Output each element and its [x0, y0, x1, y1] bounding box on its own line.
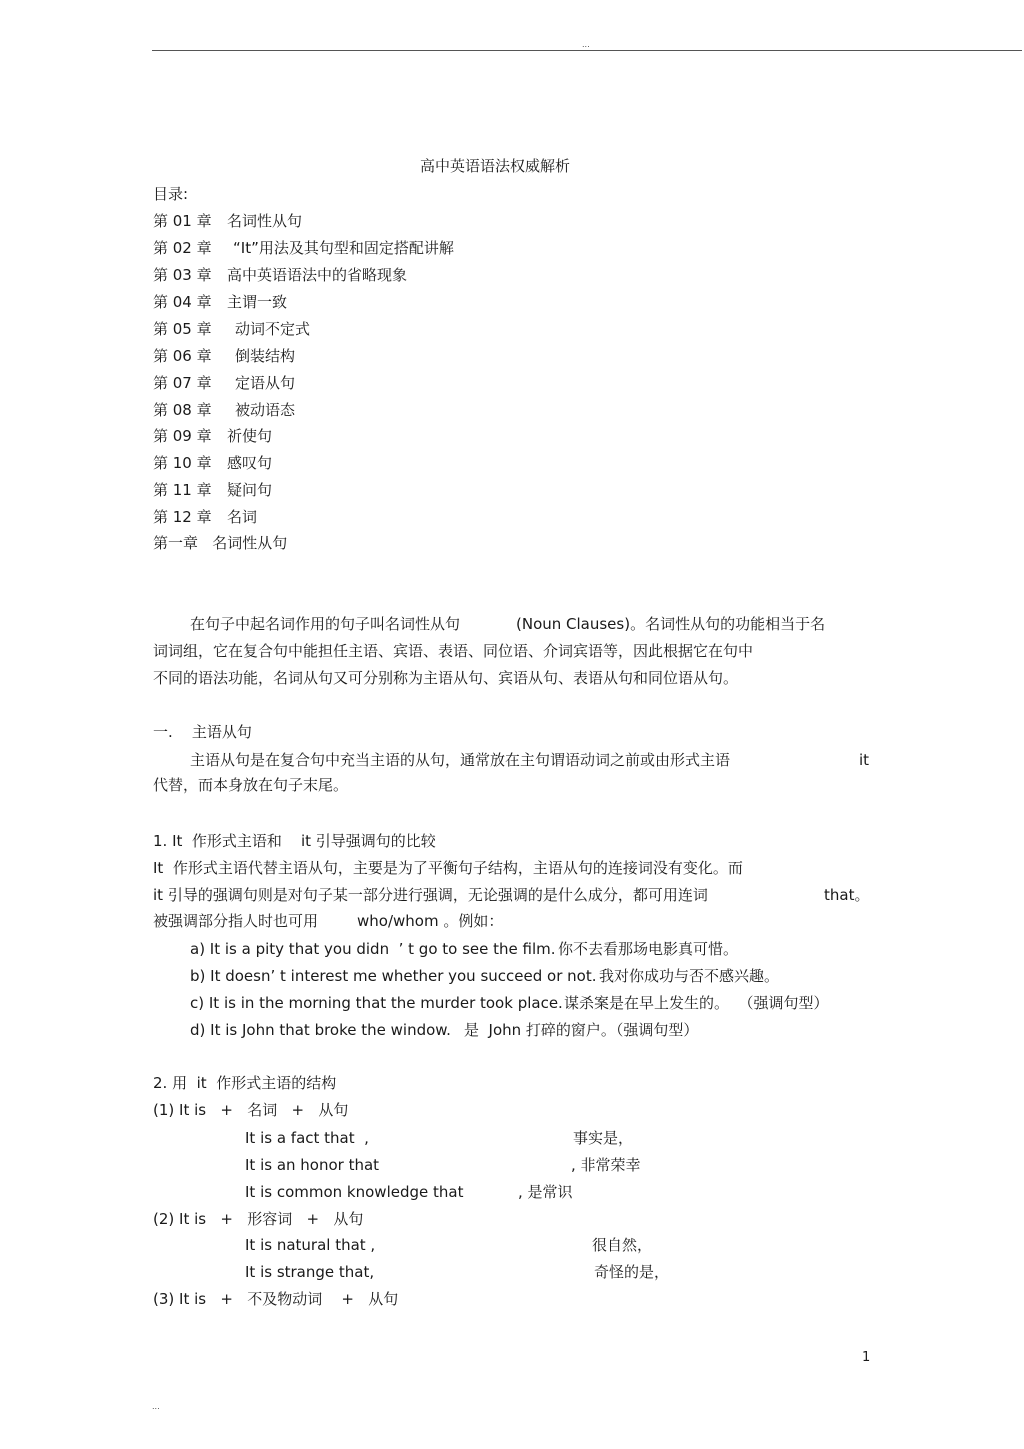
- subsection-heading: 2. 用 it 作形式主语的结构: [153, 1074, 337, 1092]
- toc-name: 定语从句: [235, 374, 296, 392]
- toc-chapter: 第 09 章: [153, 427, 212, 445]
- section-text: 代替，而本身放在句子末尾。: [153, 776, 349, 794]
- pattern-en: It is a fact that ,: [245, 1129, 369, 1147]
- page-title: 高中英语语法权威解析: [420, 157, 571, 175]
- toc-chapter: 第 03 章: [153, 266, 212, 284]
- paragraph-line: that。: [824, 886, 870, 904]
- toc-item: [153, 426, 273, 446]
- toc-name: 被动语态: [235, 401, 296, 419]
- example-zh: 是 John 打碎的窗户。（强调句型）: [464, 1021, 699, 1039]
- pattern-zh: , 是常识: [518, 1183, 573, 1201]
- toc-item: [153, 507, 258, 527]
- pattern-zh: 奇怪的是，: [594, 1263, 670, 1281]
- toc-name: 高中英语语法中的省略现象: [227, 266, 408, 284]
- example-en: d) It is John that broke the window.: [190, 1021, 451, 1039]
- intro-line2: 词词组，它在复合句中能担任主语、宾语、表语、同位语、介词宾语等，因此根据它在句中: [153, 642, 754, 660]
- pattern-en: It is natural that ,: [245, 1236, 376, 1254]
- toc-item: [153, 373, 296, 393]
- pattern-heading: (3) It is + 不及物动词 + 从句: [153, 1290, 399, 1308]
- footer-mark: ...: [152, 1402, 160, 1411]
- toc-item: [153, 400, 296, 420]
- pattern-heading: (2) It is + 形容词 + 从句: [153, 1210, 364, 1228]
- section-text: 主语从句是在复合句中充当主语的从句，通常放在主句谓语动词之前或由形式主语: [190, 751, 731, 769]
- example-en: b) It doesn’ t interest me whether you succeed or not.: [190, 967, 597, 985]
- example-en: c) It is in the morning that the murder took place.: [190, 994, 563, 1012]
- paragraph-line: who/whom 。例如：: [357, 912, 504, 930]
- toc-name: 名词: [227, 508, 258, 526]
- pattern-heading: (1) It is + 名词 + 从句: [153, 1101, 349, 1119]
- toc-name: 名词性从句: [227, 212, 303, 230]
- toc-chapter: 第 02 章: [153, 239, 212, 257]
- toc-name: 感叹句: [227, 454, 273, 472]
- header-mark: ...: [582, 40, 590, 49]
- toc-item: [153, 211, 303, 231]
- toc-item: [153, 319, 311, 339]
- toc-chapter: 第 04 章: [153, 293, 212, 311]
- toc-name: 倒装结构: [235, 347, 296, 365]
- toc-item: [153, 453, 273, 473]
- section-text: it: [859, 751, 870, 769]
- intro-line1a: 在句子中起名词作用的句子叫名词性从句: [190, 615, 461, 633]
- toc-chapter: 第 06 章: [153, 347, 212, 365]
- pattern-en: It is strange that,: [245, 1263, 375, 1281]
- toc-name: “It”用法及其句型和固定搭配讲解: [233, 239, 454, 257]
- header-rule: [152, 50, 1022, 51]
- paragraph-line: It 作形式主语代替主语从句，主要是为了平衡句子结构，主语从句的连接词没有变化。而: [153, 859, 743, 877]
- pattern-zh: 很自然，: [592, 1236, 653, 1254]
- example-zh: 你不去看那场电影真可惜。: [558, 940, 739, 958]
- toc-chapter: 第 12 章: [153, 508, 212, 526]
- pattern-en: It is an honor that: [245, 1156, 380, 1174]
- chapter-heading: 第一章 名词性从句: [153, 534, 288, 552]
- toc-chapter: 第 05 章: [153, 320, 212, 338]
- toc-chapter: 第 01 章: [153, 212, 212, 230]
- toc-chapter: 第 08 章: [153, 401, 212, 419]
- toc-item: [153, 265, 408, 285]
- toc-item: [153, 238, 454, 258]
- paragraph-line: it 引导的强调句则是对句子某一部分进行强调，无论强调的是什么成分，都可用连词: [153, 886, 708, 904]
- toc-label: 目录:: [153, 185, 189, 203]
- toc-item: [153, 292, 288, 312]
- toc-name: 主谓一致: [227, 293, 288, 311]
- toc-name: 祈使句: [227, 427, 273, 445]
- toc-item: [153, 346, 296, 366]
- example-zh: 我对你成功与否不感兴趣。: [599, 967, 780, 985]
- subsection-heading: 1. It 作形式主语和 it 引导强调句的比较: [153, 832, 436, 850]
- toc-chapter: 第 11 章: [153, 481, 212, 499]
- page-number: 1: [862, 1350, 871, 1365]
- toc-item: [153, 480, 273, 500]
- pattern-zh: , 非常荣幸: [571, 1156, 641, 1174]
- pattern-en: It is common knowledge that: [245, 1183, 464, 1201]
- toc-chapter: 第 07 章: [153, 374, 212, 392]
- section-heading: 一. 主语从句: [153, 723, 252, 741]
- toc-chapter: 第 10 章: [153, 454, 212, 472]
- example-en: a) It is a pity that you didn ’ t go to see the film.: [190, 940, 556, 958]
- example-zh: 谋杀案是在早上发生的。 （强调句型）: [564, 994, 829, 1012]
- intro-line3: 不同的语法功能，名词从句又可分别称为主语从句、宾语从句、表语从句和同位语从句。: [153, 669, 739, 687]
- intro-line1b: (Noun Clauses)。名词性从句的功能相当于名: [516, 615, 826, 633]
- paragraph-line: 被强调部分指人时也可用: [153, 912, 319, 930]
- toc-name: 动词不定式: [235, 320, 311, 338]
- toc-name: 疑问句: [227, 481, 273, 499]
- pattern-zh: 事实是，: [573, 1129, 634, 1147]
